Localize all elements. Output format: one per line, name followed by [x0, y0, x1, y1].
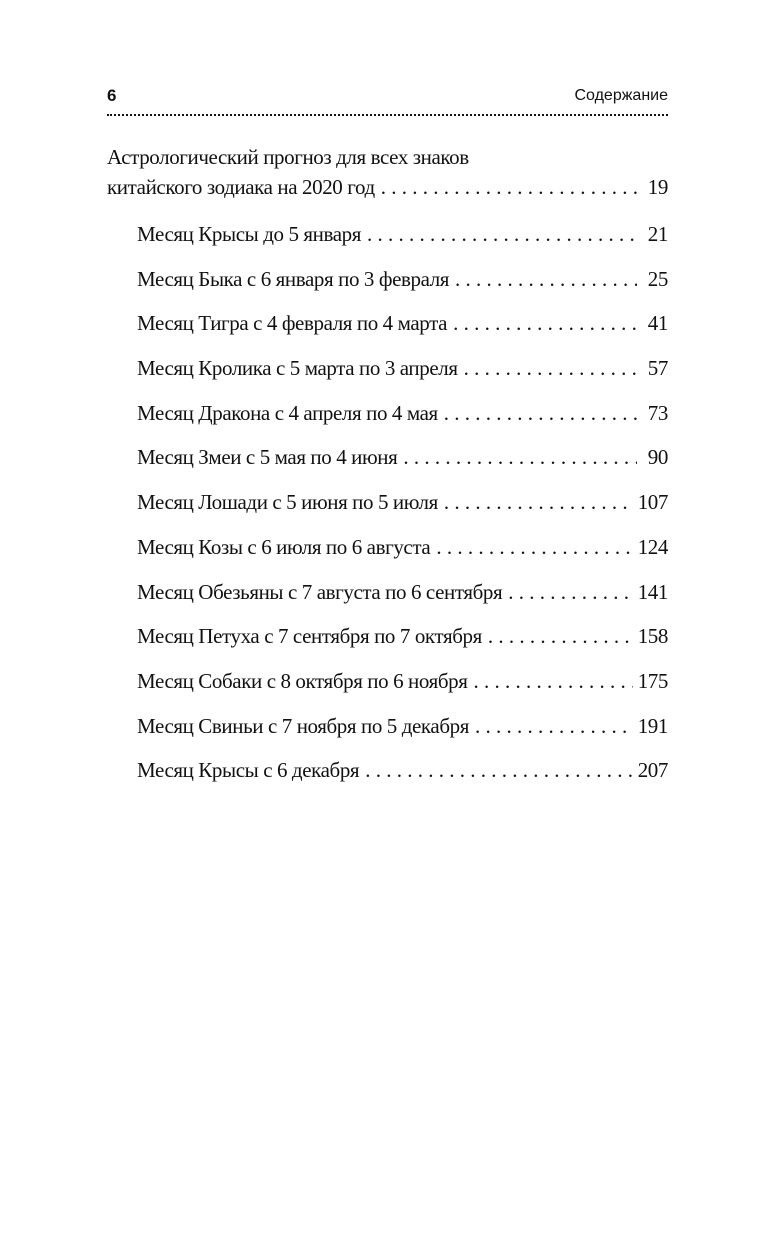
toc-entry[interactable]	[107, 570, 668, 615]
toc-entry-title: Месяц Змеи с 5 мая по 4 июня	[137, 445, 398, 470]
dot-leader	[444, 391, 637, 436]
toc-entry-title: Месяц Лошади с 5 июня по 5 июля	[137, 490, 438, 515]
running-head	[107, 84, 668, 108]
dot-leader	[508, 570, 632, 615]
dot-leader	[464, 346, 637, 391]
toc-entry-title: Месяц Козы с 6 июля по 6 августа	[137, 534, 431, 559]
toc-entry-page: 207	[637, 758, 668, 783]
toc-main-entry-title-line1: Астрологический прогноз для всех знаков	[107, 145, 469, 169]
toc-entry-page: 25	[647, 266, 668, 291]
toc-entry-title: Месяц Дракона с 4 апреля по 4 мая	[137, 400, 438, 425]
toc-main-entry-line1	[107, 142, 668, 172]
dot-leader	[367, 212, 637, 257]
dot-leader	[453, 301, 637, 346]
toc-main-entry-line2[interactable]	[107, 172, 668, 202]
toc-entry-title: Месяц Тигра с 4 февраля по 4 марта	[137, 311, 448, 336]
toc-entry[interactable]	[107, 614, 668, 659]
toc-entry[interactable]	[107, 659, 668, 704]
page-number: 6	[107, 86, 117, 105]
toc-entry[interactable]	[107, 704, 668, 749]
toc-entry-page: 191	[637, 713, 668, 738]
toc-entry-page: 73	[647, 400, 668, 425]
toc-entry-title: Месяц Обезьяны с 7 августа по 6 сентября	[137, 579, 503, 604]
dot-leader	[488, 614, 633, 659]
toc-entry[interactable]	[107, 257, 668, 302]
toc-main-entry-page: 19	[647, 175, 668, 199]
toc-entry-page: 21	[647, 222, 668, 246]
dot-leader	[436, 525, 632, 570]
dot-leader	[474, 659, 633, 704]
toc-entry[interactable]	[107, 346, 668, 391]
toc-entry[interactable]	[107, 212, 668, 257]
toc-entry-page: 158	[637, 624, 668, 649]
toc-entry-page: 41	[647, 311, 668, 336]
toc-entry[interactable]	[107, 748, 668, 793]
toc-entry-title: Месяц Крысы до 5 января	[137, 222, 362, 246]
toc-entry[interactable]	[107, 480, 668, 525]
toc-entry-title: Месяц Свиньи с 7 ноября по 5 декабря	[137, 713, 469, 738]
dot-leader	[381, 172, 637, 202]
dot-leader	[455, 257, 637, 302]
toc-entry-page: 175	[637, 668, 668, 693]
dot-leader	[365, 748, 633, 793]
toc-entry-title: Месяц Быка с 6 января по 3 февраля	[137, 266, 450, 291]
dot-leader	[403, 435, 637, 480]
toc-entry-title: Месяц Крысы с 6 декабря	[137, 758, 360, 783]
toc-entry-title: Месяц Собаки с 8 октября по 6 ноября	[137, 668, 468, 693]
toc-entry[interactable]	[107, 525, 668, 570]
toc-entry[interactable]	[107, 301, 668, 346]
toc-main-entry-title-line2: китайского зодиака на 2020 год	[107, 175, 375, 199]
dot-leader	[444, 480, 633, 525]
toc-entry-title: Месяц Петуха с 7 сентября по 7 октября	[137, 624, 482, 649]
toc-entry-page: 124	[637, 534, 668, 559]
toc-entry-title: Месяц Кролика с 5 марта по 3 апреля	[137, 356, 458, 381]
toc-entry[interactable]	[107, 435, 668, 480]
section-title: Содержание	[574, 87, 668, 104]
toc-entry-page: 90	[647, 445, 668, 470]
toc-entry-page: 107	[637, 490, 668, 515]
toc-entry-page: 141	[637, 579, 668, 604]
header-dotted-rule	[107, 114, 668, 116]
dot-leader	[475, 704, 633, 749]
toc-entry-page: 57	[647, 356, 668, 381]
toc-entry[interactable]	[107, 391, 668, 436]
table-of-contents	[107, 142, 668, 793]
